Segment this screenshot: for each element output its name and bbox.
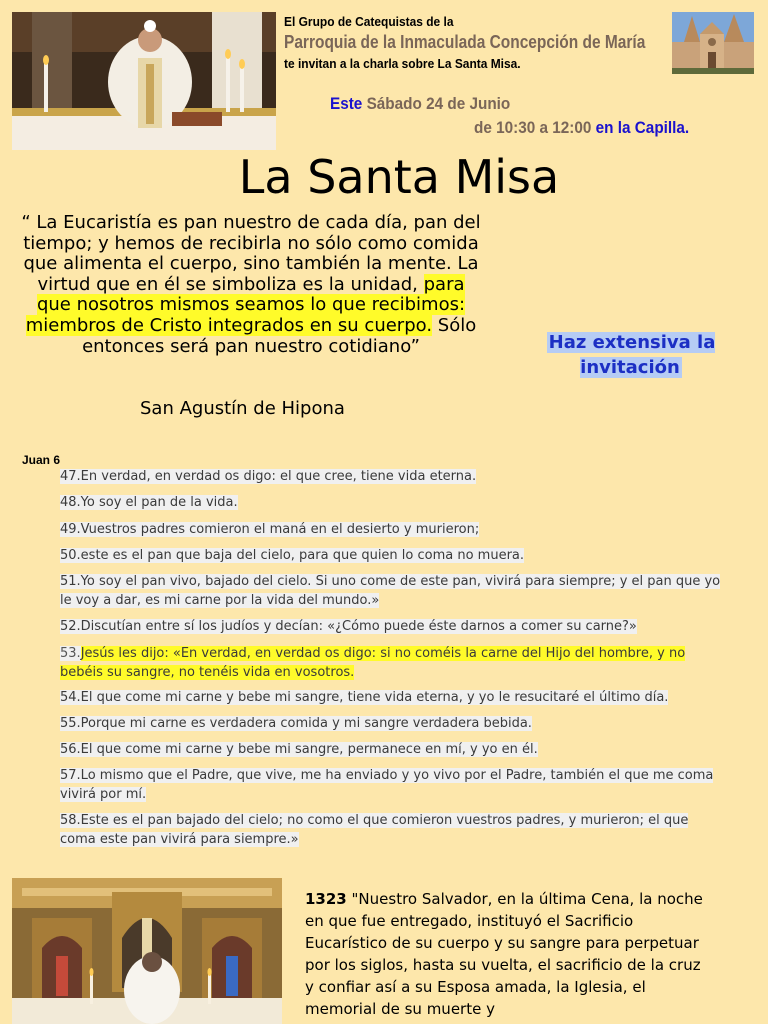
event-place: en la Capilla.: [595, 118, 690, 137]
church-photo: [672, 12, 754, 74]
share-label: Haz extensiva la invitación: [548, 332, 716, 378]
verse-47: [60, 468, 728, 487]
verse-number: 53.: [60, 646, 81, 661]
quote-author: San Agustín de Hipona: [140, 398, 345, 419]
verse-text: 57.Lo mismo que el Padre, que vive, me ha enviado y yo vivo por el Padre, también el que me coma vivirá por mí.: [60, 768, 714, 802]
verse-text: 47.En verdad, en verdad os digo: el que cree, tiene vida eterna.: [60, 469, 477, 484]
quote-part-1: “ La Eucaristía es pan nuestro de cada día, pan del tiempo; y hemos de recibirla no sólo como comida que alimenta el cuerpo, sino también la mente. La virtud que en él se simboliza es la unidad,: [21, 212, 481, 295]
event-date: [330, 94, 510, 114]
quote-highlight: para que nosotros mismos seamos lo que recibimos: miembros de Cristo integrados en su cuerpo.: [25, 273, 466, 336]
gospel-chapter: Juan 6: [22, 453, 61, 467]
verse-48: [60, 494, 728, 513]
event-este: Este: [330, 94, 363, 113]
verse-text: 58.Este es el pan bajado del cielo; no como el que comieron vuestros padres, y murieron; el que coma este pan vivirá para siempre.»: [60, 813, 689, 847]
altar-photo: [12, 878, 282, 1024]
verse-54: [60, 689, 728, 708]
verse-52: [60, 618, 728, 637]
catechism-paragraph: [305, 888, 705, 1020]
verse-49: [60, 521, 728, 540]
verse-text-highlight: Jesús les dijo: «En verdad, en verdad os digo: si no coméis la carne del Hijo del hombre, y no bebéis su sangre, no tenéis vida en vosotros.: [60, 646, 686, 680]
header-line-1: El Grupo de Catequistas de la: [284, 14, 454, 29]
verse-50: [60, 547, 728, 566]
verse-text: 50.este es el pan que baja del cielo, para que quien lo coma no muera.: [60, 548, 525, 563]
verse-57: [60, 767, 728, 804]
page-title: La Santa Misa: [238, 150, 560, 204]
verse-51: [60, 573, 728, 610]
event-time-place: [474, 118, 689, 138]
verse-text: 55.Porque mi carne es verdadera comida y mi sangre verdadera bebida.: [60, 716, 532, 731]
verse-text: 48.Yo soy el pan de la vida.: [60, 495, 238, 510]
verse-text: 49.Vuestros padres comieron el maná en el desierto y murieron;: [60, 522, 480, 537]
catechism-text: "Nuestro Salvador, en la última Cena, la noche en que fue entregado, instituyó el Sacrificio Eucarístico de su cuerpo y su sangre para perpetuar por los siglos, hasta su vuelta, el sacrificio de la cruz y confiar así a su Esposa amada, la Iglesia, el memorial de su muerte y: [305, 890, 703, 1018]
verse-55: [60, 715, 728, 734]
event-day: Sábado 24 de Junio: [366, 94, 511, 113]
verse-text: 54.El que come mi carne y bebe mi sangre, tiene vida eterna, y yo le resucitaré el último día.: [60, 690, 669, 705]
priest-elevation-photo: [12, 12, 276, 150]
verse-text: 51.Yo soy el pan vivo, bajado del cielo. Si uno come de este pan, vivirá para siempre; y el pan que yo le voy a dar, es mi carne por la vida del mundo.»: [60, 574, 721, 608]
verse-text: 56.El que come mi carne y bebe mi sangre, permanece en mí, y yo en él.: [60, 742, 538, 757]
augustine-quote: [20, 213, 482, 357]
parish-name: Parroquia de la Inmaculada Concepción de María: [284, 32, 646, 52]
verse-text: 52.Discutían entre sí los judíos y decían: «¿Cómo puede éste darnos a comer su carne?»: [60, 619, 637, 634]
event-time: de 10:30 a 12:00: [474, 118, 592, 137]
header-line-3: te invitan a la charla sobre La Santa Misa.: [284, 56, 521, 71]
verse-53: [60, 645, 728, 682]
quote-part-2: Sólo entonces será pan nuestro cotidiano”: [82, 314, 477, 357]
share-invitation: [536, 330, 726, 380]
verse-58: [60, 812, 728, 849]
verse-56: [60, 741, 728, 760]
catechism-number: 1323: [305, 890, 347, 908]
